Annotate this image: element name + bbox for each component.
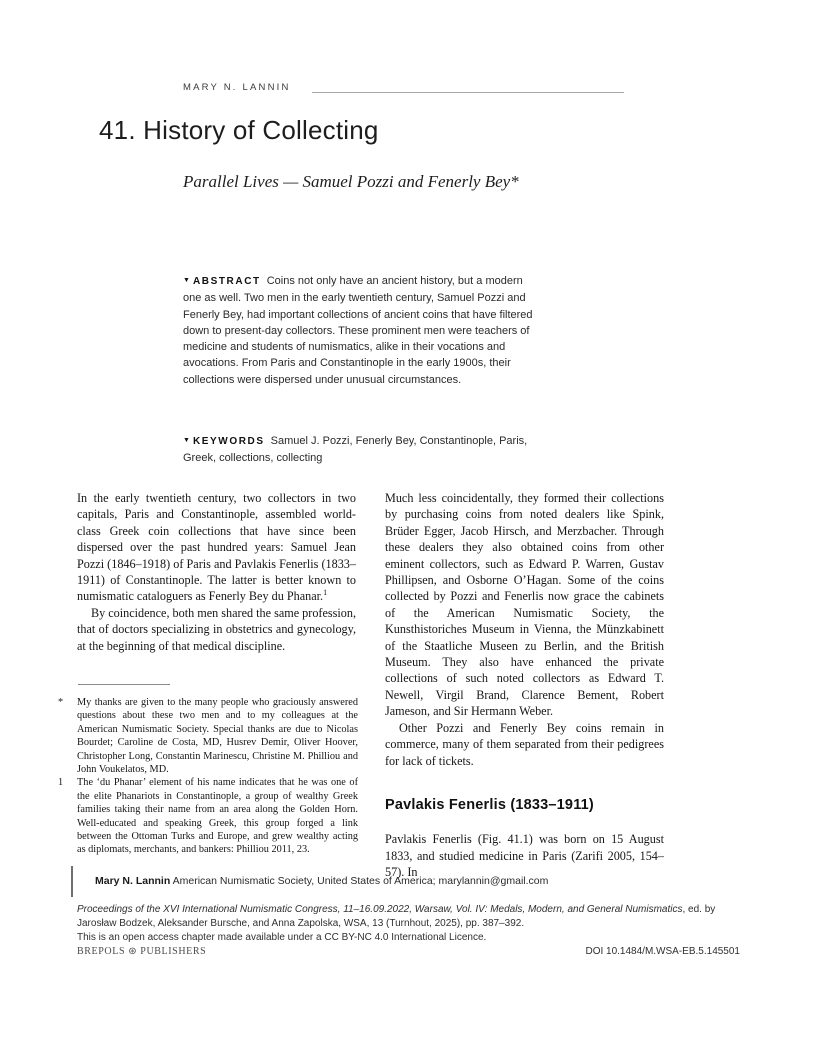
footer-publisher-row <box>77 945 740 959</box>
body-column-left <box>77 490 356 654</box>
footnotes-block <box>58 696 358 857</box>
keywords-block <box>183 433 541 467</box>
chapter-subtitle: Parallel Lives — Samuel Pozzi and Fenerly Bey* <box>183 172 519 191</box>
footnote-reference: 1 <box>323 588 328 598</box>
keywords-text: Samuel J. Pozzi, Fenerly Bey, Constantinople, Paris, Greek, collections, collecting <box>183 435 528 465</box>
footnote-marker: 1 <box>58 777 64 789</box>
footnote-marker: * <box>58 697 64 708</box>
header-rule <box>312 92 624 93</box>
footnote <box>58 776 358 856</box>
footnote <box>58 696 358 776</box>
abstract-block <box>183 273 541 388</box>
footnote-separator-rule <box>78 684 170 685</box>
footnote-text: The ‘du Phanar’ element of his name indicates that he was one of the elite Phanariots in Constantinople, a group of wealthy Greek families taking their name from an area along the Golden Horn. Well-educated and speaking Greek, this group forged a link between the Ottoman Turks and Europe, and grew wealthy acting as diplomats, merchants, and bankers: Philliou 2011, 23. <box>77 777 358 856</box>
footer-citation-line1 <box>77 903 740 917</box>
triangle-marker-icon: ▼ <box>183 437 190 444</box>
body-column-right <box>385 490 664 881</box>
doi-text: DOI 10.1484/M.WSA-EB.5.145501 <box>585 946 740 957</box>
section-heading: Pavlakis Fenerlis (1833–1911) <box>385 796 594 813</box>
chapter-title: 41. History of Collecting <box>99 115 379 145</box>
affiliation-bar <box>71 866 73 897</box>
triangle-marker-icon: ▼ <box>183 277 190 284</box>
abstract-text: Coins not only have an ancient history, but a modern one as well. Two men in the early twentieth century, Samuel Pozzi and Fenerly Bey, had important collections of ancient coins that have filtered down to present-day collectors. These prominent men were teachers of medicine and students of numismatics, alike in their vocations and avocations. From Paris and Constantinople in the early 1900s, their collections were dispersed under unusual circumstances. <box>183 275 533 386</box>
body-paragraph: Other Pozzi and Fenerly Bey coins remain in commerce, many of them separated from their pedigrees for lack of tickets. <box>385 720 664 768</box>
affiliation-details: American Numismatic Society, United States of America; marylannin@gmail.com <box>170 875 549 887</box>
body-paragraph-text: In the early twentieth century, two collectors in two capitals, Paris and Constantinople, assembled world-class Greek coin collections that have since been dispersed over the past hundred years: Samuel Jean Pozzi (1846–1918) of Paris and Pavlakis Fenerlis (1833–1911) of Constantinople. The latter is better known to numismatic cataloguers as Fenerly Bey du Phanar. <box>77 491 356 604</box>
affiliation-line <box>95 875 715 887</box>
footer-citation-line2: Jarosław Bodzek, Aleksander Bursche, and Anna Zapolska, WSA, 13 (Turnhout, 2025), pp. 387–392. <box>77 918 525 929</box>
footer-block <box>77 903 740 959</box>
body-paragraph: Much less coincidentally, they formed their collections by purchasing coins from noted dealers like Spink, Brüder Egger, Jacob Hirsch, and Merzbacher. Through these dealers they also obtained coins from other eminent collectors, such as Edward P. Warren, Gustav Phillipsen, and Osborne O’Hagan. Some of the coins collected by Pozzi and Fenerlis now grace the cabinets of the American Numismatic Society, the Kunsthistoriches Museum in Vienna, the Münzkabinett of the Staatliche Museen zu Berlin, and the British Museum. They also have enhanced the private collections of such noted collectors as Edward T. Newell, Virgil Brand, Clarence Bement, Robert Jameson, and Sir Hermann Weber. <box>385 491 664 719</box>
footnote-text: My thanks are given to the many people who graciously answered questions about these two men and to my colleagues at the American Numismatic Society. Special thanks are due to Nicolas Bourdet; Caroline de Costa, MD, Husrev Demir, Oliver Hoover, Christopher Long, Constantin Marinescu, Christine M. Philliou and John Voukelatos, MD. <box>77 697 358 776</box>
body-paragraph <box>77 490 356 605</box>
footer-citation-roman: , ed. by <box>682 904 716 915</box>
affiliation-author: Mary N. Lannin <box>95 875 171 887</box>
running-author: MARY N. LANNIN <box>183 82 291 93</box>
footer-licence-line: This is an open access chapter made available under a CC BY-NC 4.0 International Licence. <box>77 932 487 943</box>
publisher-logo: BREPOLS ⊛ PUBLISHERS <box>77 946 207 957</box>
keywords-label: KEYWORDS <box>192 436 265 447</box>
body-paragraph: Pavlakis Fenerlis (Fig. 41.1) was born on 15 August 1833, and studied medicine in Paris (Zarifi 2005, 154–57). In <box>385 832 664 880</box>
body-paragraph: By coincidence, both men shared the same profession, that of doctors specializing in obstetrics and gynecology, at the beginning of that medical discipline. <box>77 605 357 653</box>
abstract-label: ABSTRACT <box>192 276 261 287</box>
footer-citation-italic: Proceedings of the XVI International Numismatic Congress, 11–16.09.2022, Warsaw, Vol. IV: Medals, Modern, and General Numismatics <box>77 904 683 915</box>
